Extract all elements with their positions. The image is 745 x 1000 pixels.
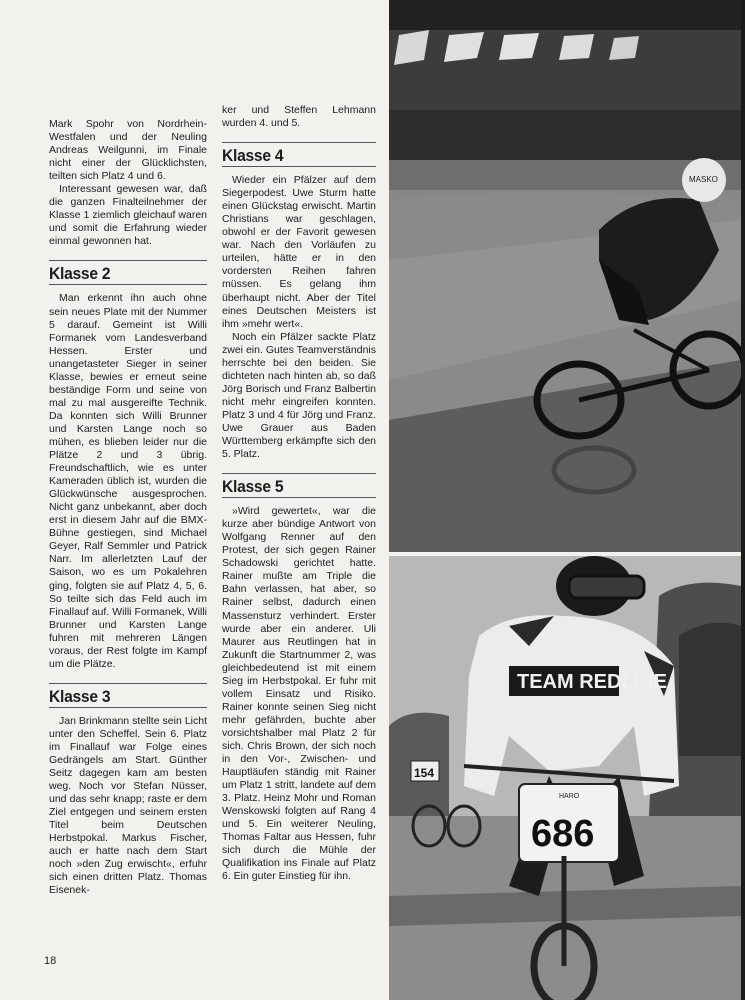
photo-illustration: [389, 556, 741, 1000]
section-heading-klasse-2: [49, 260, 207, 285]
photo-illustration: [389, 0, 741, 552]
text-column-left: [49, 118, 207, 897]
section-heading-klasse-4: [222, 142, 376, 167]
section-paragraph: »Wird gewertet«, war die kurze aber bündige Antwort von Wolfgang Renner auf den Protest, der sich gegen Rainer Schadowski gerichtet hatte. Rainer mußte am Triple die Bahn verlassen, hat aber, so Rainer selbst, dadurch einen Massensturz verhindert. Erster wurde aber ein anderer. Uli Maurer aus Reutlingen hat in Zukunft die Startnummer 2, was gleichbedeutend ist mit einem Sieg im Herbstpokal. Er fuhr mit vollem Einsatz und Risiko. Rainer konnte seinen Sieg nicht mehr gefährden, buchte aber vorsichtshalber mal Platz 2 für sich. Chris Brown, der sich noch in den Vor-, Zwischen- und Hauptläufen ständig mit Rainer um Platz 1 stritt, landete auf dem 3. Platz. Heinz Mohr und Roman Wenskowski folgten auf Rang 4 und 5. Ein weiterer Neuling, Thomas Faltar aus Hessen, fuhr sich durch die Mühle der Qualifikation ins Finale auf Platz 6. Ein guter Einstieg für ihn.: [222, 505, 376, 883]
section-paragraph: Noch ein Pfälzer sackte Platz zwei ein. Gutes Teamverständnis herrschte bei den beiden. Sie dichteten nach hinten ab, so daß Jörg Borisch und Franz Balbertin nicht mehr eingreifen konnten. Platz 3 und 4 für Jörg und Franz. Uwe Grauer aus Baden Württemberg erkämpfte sich den 5. Platz.: [222, 330, 376, 461]
photo-bmx-rider-686: [389, 556, 741, 1000]
heading-text: Klasse 5: [222, 477, 284, 497]
photo-bmx-rider-rain: [389, 0, 741, 552]
section-heading-klasse-5: [222, 473, 376, 498]
jersey-text: TEAM REDLINE: [517, 671, 667, 693]
text-column-middle: [222, 104, 376, 883]
heading-text: Klasse 2: [49, 264, 111, 284]
heading-text: Klasse 3: [49, 686, 111, 706]
helmet-text: MASKO: [689, 175, 718, 184]
rear-plate-text: 154: [414, 766, 435, 780]
page-number: 18: [44, 955, 57, 967]
carryover-paragraph: ker und Steffen Lehmann wurden 4. und 5.: [222, 104, 376, 130]
number-plate-text: 686: [531, 813, 595, 855]
section-paragraph: Man erkennt ihn auch ohne sein neues Plate mit der Nummer 5 darauf. Gemeint ist Willi Formanek vom Landesverband Hessen. Erster und unangetasteter Sieger in seiner Klasse, bewies er erneut seine beständige Form und seine von mal zu mal ausgereifte Technik. Da konnten sich Willi Brunner und Karsten Lange noch so mühen, es blieben leider nur die Plätze 2 und 3 übrig. Freundschaftlich, wie es unter Kameraden üblich ist, wurden die Glückwünsche ausgesprochen. Nicht ganz unbekannt, aber doch erst in diesem Jahr auf die BMX-Bühne gestiegen, sind Michael Geyer, Ralf Semmler und Patrick Narr. Im allerletzten Lauf der Saison, wo es um Pokalehren ging, folgten sie auf Platz 4, 5, 6. So teilte sich das Feld auch im Finallauf auf. Willi Formanek, Willi Brunner und Karsten Lange fuhren mit mehreren Längen voraus, der Rest folgte im Kampf um die Plätze.: [49, 292, 207, 670]
section-heading-klasse-3: [49, 683, 207, 708]
intro-paragraph: Mark Spohr von Nordrhein-Westfalen und der Neuling Andreas Weilgunni, im Finale nicht einer der Glücklichsten, teilten sich Platz 4 und 6.: [49, 118, 207, 183]
plate-brand-text: HARO: [559, 793, 580, 800]
section-paragraph: Wieder ein Pfälzer auf dem Siegerpodest. Uwe Sturm hatte einen Glückstag erwischt. Martin Christians war geschlagen, obwohl er der Favorit gewesen war. Nach den Vorläufen zu urteilen, hätte er in den vordersten Reihen fahren müssen. Es gelang ihm überhaupt nicht. Aber der Titel eines Deutschen Meisters ist ihm »mehr wert«.: [222, 174, 376, 330]
section-paragraph: Jan Brinkmann stellte sein Licht unter den Scheffel. Sein 6. Platz im Finallauf war Folge eines Gedrängels am Start. Günther Seitz dagegen kam am besten weg. Noch vor Stefan Nüsser, und das sehr knapp; raste er dem Ziel entgegen und seinem ersten Titel beim Deutschen Herbstpokal. Markus Fischer, auch er hatte nach dem Start noch »den Zug erwischt«, erfuhr sich einen dritten Platz. Thomas Eisenek-: [49, 714, 207, 897]
intro-paragraph: Interessant gewesen war, daß die ganzen Finalteilnehmer der Klasse 1 ziemlich gleichauf waren und somit die Erfahrung wieder einmal gewonnen hat.: [49, 183, 207, 248]
page-binding-edge: [741, 0, 745, 1000]
heading-text: Klasse 4: [222, 146, 284, 166]
